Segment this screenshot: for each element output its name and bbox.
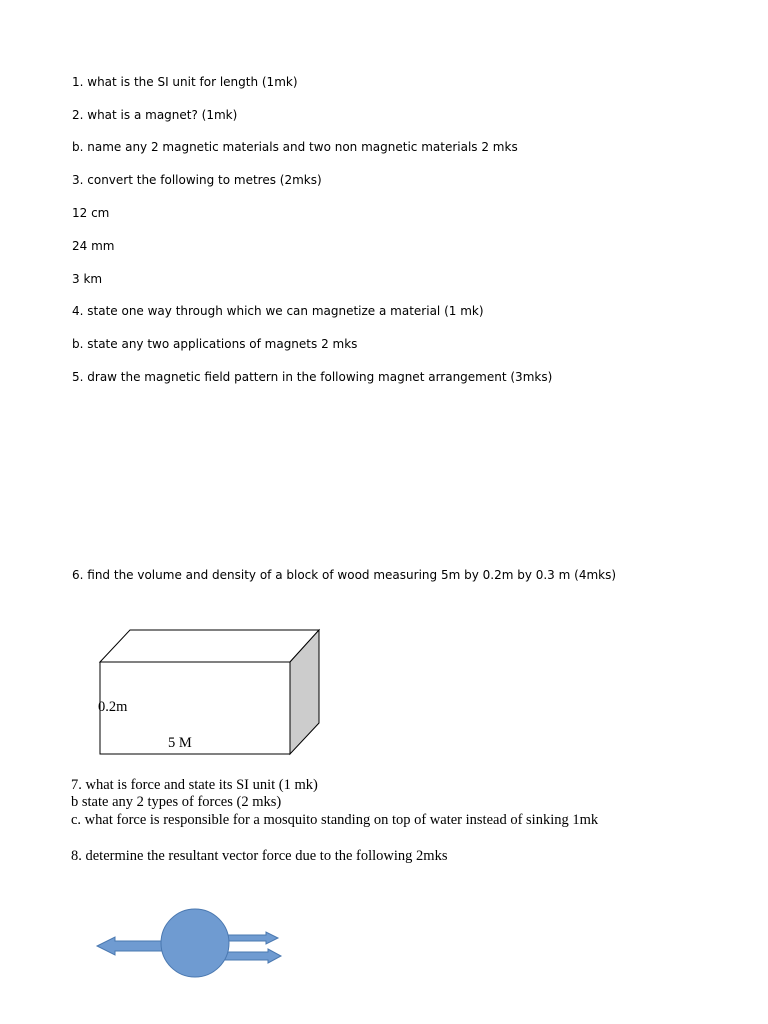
block-top-face [100,630,319,662]
question-4b: b. state any two applications of magnets 2 mks [72,337,358,351]
question-7: 7. what is force and state its SI unit (1 mk) [71,777,318,793]
question-7b: b state any 2 types of forces (2 mks) [71,794,282,810]
question-2b: b. name any 2 magnetic materials and two non magnetic materials 2 mks [72,140,518,154]
question-2: 2. what is a magnet? (1mk) [72,108,238,122]
block-height-label: 0.2m [98,699,128,715]
question-3: 3. convert the following to metres (2mks) [72,173,322,187]
question-3-item-2: 24 mm [72,239,115,253]
question-8: 8. determine the resultant vector force due to the following 2mks [71,848,448,864]
question-4: 4. state one way through which we can magnetize a material (1 mk) [72,304,484,318]
question-3-item-3: 3 km [72,272,103,286]
right-force-arrow-upper [225,932,278,944]
question-7c: c. what force is responsible for a mosquito standing on top of water instead of sinking 1mk [71,812,599,828]
question-5: 5. draw the magnetic field pattern in the following magnet arrangement (3mks) [72,370,553,384]
block-length-label: 5 M [168,735,192,751]
question-1: 1. what is the SI unit for length (1mk) [72,75,298,89]
left-force-arrow [97,937,165,955]
block-front-face [100,662,290,754]
question-6: 6. find the volume and density of a block of wood measuring 5m by 0.2m by 0.3 m (4mks) [72,568,617,582]
question-3-item-1: 12 cm [72,206,110,220]
right-force-arrow-lower [225,949,281,963]
body-circle [161,909,229,977]
